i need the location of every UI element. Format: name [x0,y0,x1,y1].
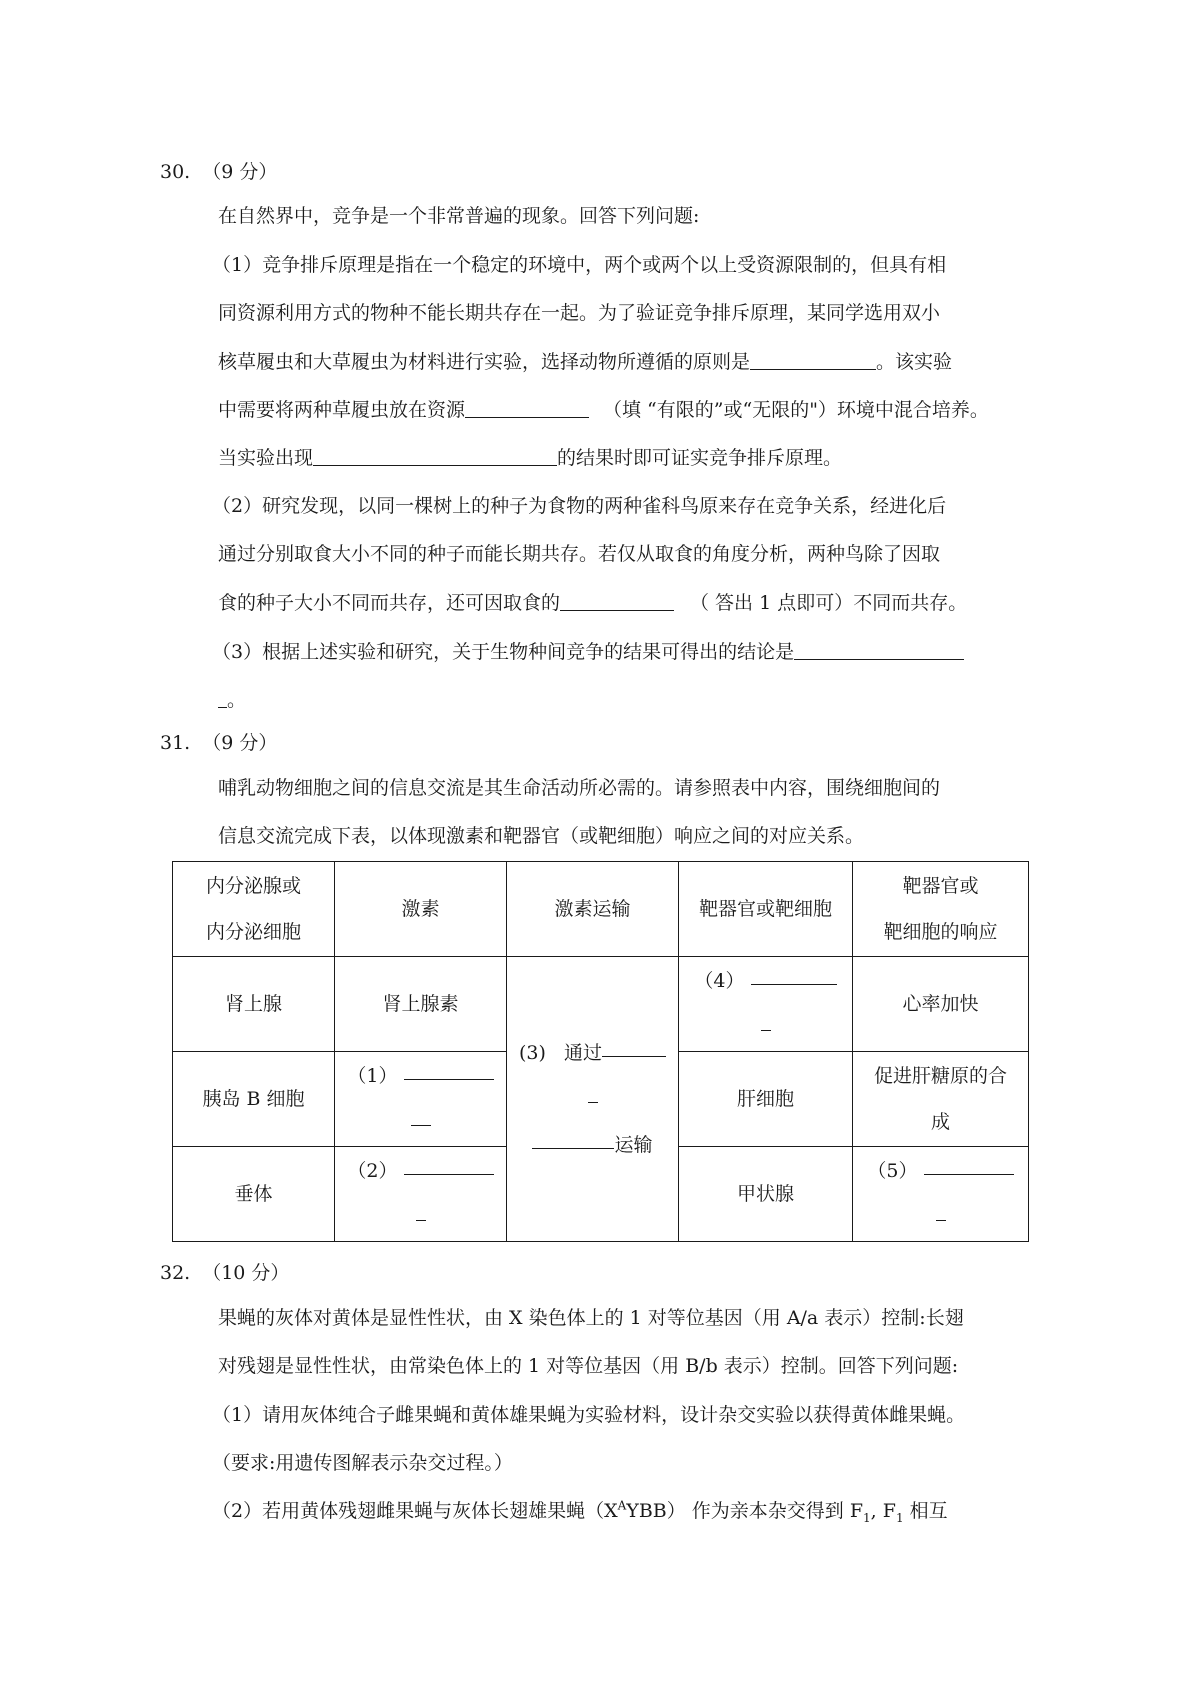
answer-blank-2[interactable] [404,1152,494,1175]
header-gland: 内分泌腺或 内分泌细胞 [173,862,335,957]
answer-blank-feeding[interactable] [560,590,674,611]
header-hormone: 激素 [335,862,507,957]
header-response: 靶器官或 靶细胞的响应 [853,862,1029,957]
header-target: 靶器官或靶细胞 [679,862,853,957]
cell-gland: 肾上腺 [173,957,335,1052]
q30-part1-line5: 当实验出现 的结果时即可证实竞争排斥原理。 [218,447,843,469]
q30-part1-line2: 同资源利用方式的物种不能长期共存在一起。为了验证竞争排斥原理，某同学选用双小 [218,302,941,324]
cell-response: （5） [853,1147,1029,1242]
header-transport: 激素运输 [507,862,679,957]
table-row [173,957,1029,1052]
q30-part3-line1: （3）根据上述实验和研究，关于生物种间竞争的结果可得出的结论是 [212,639,964,664]
q30-part2-line2: 通过分别取食大小不同的种子而能长期共存。若仅从取食的角度分析，两种鸟除了因取 [218,543,941,565]
cell-transport: (3) 通过 运输 [507,957,679,1242]
answer-blank-result[interactable] [313,445,557,466]
q30-part2-line1: （2）研究发现，以同一棵树上的种子为食物的两种雀科鸟原来存在竞争关系，经进化后 [212,495,947,517]
cell-gland: 胰岛 B 细胞 [173,1052,335,1147]
q30-part3-line2: 。 [218,687,246,712]
table-header-row [173,862,1029,957]
q30-intro: 在自然界中，竞争是一个非常普遍的现象。回答下列问题: [218,205,700,227]
q31-intro-line2: 信息交流完成下表，以体现激素和靶器官（或靶细胞）响应之间的对应关系。 [218,825,865,847]
q32-part1-line1: （1）请用灰体纯合子雌果蝇和黄体雄果蝇为实验材料，设计杂交实验以获得黄体雌果蝇。 [212,1404,966,1426]
answer-blank-1[interactable] [404,1057,494,1080]
answer-blank-4[interactable] [751,962,837,985]
q31-intro-line1: 哺乳动物细胞之间的信息交流是其生命活动所必需的。请参照表中内容，围绕细胞间的 [218,777,941,799]
answer-blank-3[interactable] [602,1034,666,1057]
q30-part1-line1: （1）竞争排斥原理是指在一个稳定的环境中，两个或两个以上受资源限制的，但具有相 [212,254,947,276]
cell-target: （4） [679,957,853,1052]
answer-blank-resource[interactable] [465,397,589,418]
q30-part1-line4: 中需要将两种草履虫放在资源 （填 “有限的”或“无限的"）环境中混合培养。 [218,399,989,421]
question-31-header [160,731,277,755]
answer-blank-conclusion[interactable] [794,639,964,660]
hormone-table [172,861,1029,1242]
answer-blank-conclusion-cont[interactable] [218,687,227,708]
question-points: （9 分） [202,161,278,183]
cell-response: 心率加快 [853,957,1029,1052]
cell-hormone: 肾上腺素 [335,957,507,1052]
cell-target: 甲状腺 [679,1147,853,1242]
question-number: 32. [160,1262,191,1284]
cell-hormone: （1） [335,1052,507,1147]
answer-blank-principle[interactable] [750,349,876,370]
cell-target: 肝细胞 [679,1052,853,1147]
cell-response: 促进肝糖原的合 成 [853,1052,1029,1147]
q32-part2-line1: （2）若用黄体残翅雌果蝇与灰体长翅雄果蝇$(X^AYBB)$ 作为亲本杂交得到 $F_1$, $F_1$ 相互 [212,1498,948,1525]
question-number: 31. [160,732,191,754]
question-32-header [160,1261,289,1285]
question-number: 30. [160,161,191,183]
q32-part1-line2: （要求:用遗传图解表示杂交过程。） [212,1452,513,1474]
q30-part2-line3: 食的种子大小不同而共存，还可因取食的 （ 答出 1 点即可）不同而共存。 [218,592,968,614]
q32-intro-line1: 果蝇的灰体对黄体是显性性状，由 X 染色体上的 1 对等位基因（用 A/a 表示）控制:长翅 [218,1307,964,1329]
cell-hormone: （2） [335,1147,507,1242]
q30-part1-line3: 核草履虫和大草履虫为材料进行实验，选择动物所遵循的原则是 。该实验 [218,351,953,373]
question-30-header [160,160,277,184]
answer-blank-3-cont[interactable] [532,1126,614,1149]
question-points: （9 分） [202,732,278,754]
cell-gland: 垂体 [173,1147,335,1242]
q32-intro-line2: 对残翅是显性性状，由常染色体上的 1 对等位基因（用 B/b 表示）控制。回答下列问题: [218,1355,959,1377]
question-points: （10 分） [202,1262,290,1284]
answer-blank-5[interactable] [924,1152,1014,1175]
